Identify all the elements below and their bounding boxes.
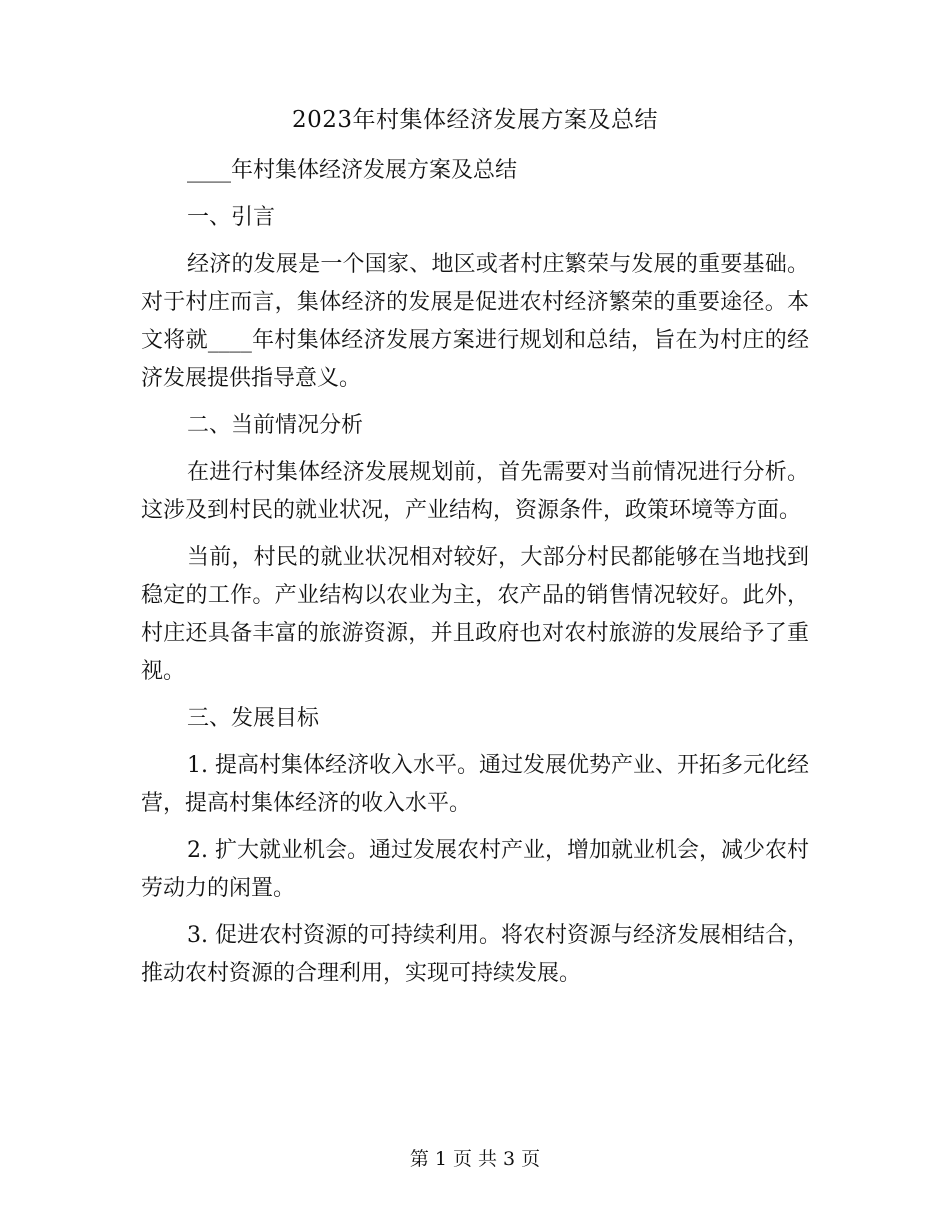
list-item: 2. 扩大就业机会。通过发展农村产业，增加就业机会，减少农村劳动力的闲置。 [141, 838, 809, 901]
section-heading-current-situation: 二、当前情况分析 [187, 413, 364, 438]
document-title: 2023年村集体经济发展方案及总结 [291, 107, 659, 133]
body-paragraph: 当前，村民的就业状况相对较好，大部分村民都能够在当地找到稳定的工作。产业结构以农业为主，农产品的销售情况较好。此外，村庄还具备丰富的旅游资源，并且政府也对农村旅游的发展给予了重视。 [141, 545, 809, 684]
section-heading-introduction: 一、引言 [187, 205, 276, 230]
page-footer: 第 1 页 共 3 页 [409, 1148, 541, 1170]
subtitle-paragraph: ____年村集体经济发展方案及总结 [187, 158, 518, 183]
body-paragraph: 经济的发展是一个国家、地区或者村庄繁荣与发展的重要基础。对于村庄而言，集体经济的发展是促进农村经济繁荣的重要途径。本文将就____年村集体经济发展方案进行规划和总结，旨在为村庄的经济发展提供指导意义。 [141, 252, 809, 391]
document-body [141, 152, 809, 1002]
list-item: 1. 提高村集体经济收入水平。通过发展优势产业、开拓多元化经营，提高村集体经济的收入水平。 [141, 753, 809, 816]
section-heading-goals: 三、发展目标 [187, 706, 320, 731]
body-paragraph: 在进行村集体经济发展规划前，首先需要对当前情况进行分析。这涉及到村民的就业状况，产业结构，资源条件，政策环境等方面。 [141, 460, 809, 523]
list-item: 3. 促进农村资源的可持续利用。将农村资源与经济发展相结合，推动农村资源的合理利用，实现可持续发展。 [141, 923, 809, 986]
